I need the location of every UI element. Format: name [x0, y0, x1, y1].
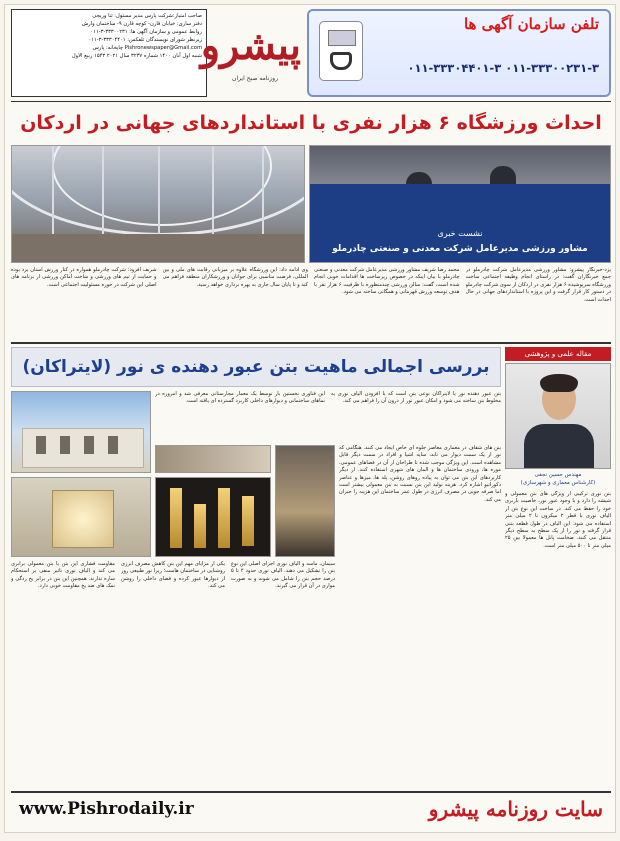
banner-text: مشاور ورزشی مدیرعامل شرکت معدنی و صنعتی چادرملو	[332, 244, 588, 254]
glowing-blocks-photo	[155, 477, 271, 557]
fax-phone-icon	[319, 21, 363, 81]
article-2-column: مقاومت فشاری این بتن با بتن معمولی برابری می کند و الیاف نوری تاثیر منفی بر استحکام سازه ندارند. همچنین این بتن در برابر یخ زدگی و نمک های ضد یخ مقاومت خوبی دارد.	[11, 561, 115, 590]
logo-subtitle: روزنامه صبح ایران	[232, 75, 278, 82]
article-1-column: محمد رضا شریف مشاور ورزشی مدیرعامل شرکت معدنی و صنعتی چادرملو با بیان اینکه در خصوص زیرساخت ها اقدامات خوبی انجام شده است، گفت: سالن ورزشی چندمنظوره با ظرفیت ۶ هزار نفر با هدف توسعه ورزش قهرمانی و همگانی ساخته می شود.	[314, 267, 460, 296]
publisher-info-box	[11, 9, 207, 97]
press-conference-photo	[309, 145, 611, 263]
divider	[11, 101, 611, 102]
article-2-column: بتن عبور دهنده نور یا لایتراکان نوعی بتن است که با افزودن الیاف نوری به مخلوط بتن ساخته می شود و امکان عبور نور از درون آن را فراهم می کند.	[331, 391, 501, 405]
newspaper-logo[interactable]	[200, 9, 301, 97]
logo-text: پیشرو	[200, 22, 301, 69]
info-line: صاحب امتیاز:شرکت پارس مدیر مسئول: ثنا وریجی	[92, 13, 202, 19]
masthead	[11, 9, 611, 101]
info-line: روابط عمومی و سازمان آگهی ها: ۳۳۳۰۰۲۳۱-۳-۰۱۱	[90, 29, 202, 36]
headline-1[interactable]	[11, 105, 611, 141]
info-line: زیرنظر شورای نویسندگان تلفکس: ۳۳۳۰۴۴۰۱-۳-۰۱۱	[88, 37, 202, 44]
author-title: (کارشناس معماری و شهرسازی)	[520, 480, 596, 486]
author-photo	[505, 363, 611, 469]
info-line: شنبه اول آبان ۱۴۰۰ شماره ۳۲۳۷ سال ۲۰۲۱ ۱۵۴۳ ربیع الاول	[71, 53, 202, 60]
article-1-column: وی ادامه داد: این ورزشگاه علاوه بر میزبانی رقابت های ملی و بین المللی، فرصت مناسبی برای جوانان و ورزشکاران منطقه فراهم می کند و تا پایان سال جاری به بهره برداری خواهد رسید.	[162, 267, 308, 288]
lit-wall-photo	[11, 477, 151, 557]
article-1-body	[11, 267, 611, 337]
translucent-column-photo	[275, 445, 335, 557]
headline-1-text: احداث ورزشگاه ۶ هزار نفری با استانداردهای جهانی در اردکان	[20, 112, 602, 134]
headline-2-text: بررسی اجمالی ماهیت بتن عبور دهنده ی نور (لایتراکان)	[22, 357, 490, 377]
concrete-panel-photo	[155, 445, 271, 473]
headline-2[interactable]	[11, 347, 501, 387]
article-2-column: بتن های شفاف در معماری معاصر جلوه ای خاص ایجاد می کنند. هنگامی که نور از یک سمت دیوار می تابد، سایه اشیا و افراد در سمت دیگر قابل مشاهده است. این ویژگی موجب شده تا طراحان از آن در فضاهای عمومی، موزه ها، ورودی ساختمان ها و المان های شهری استفاده کنند. از دیگر کاربردهای این بتن می توان به پیاده روهای روشن، پله ها، میزها و عناصر دکوراتیو اشاره کرد. هزینه تولید این بتن نسبت به بتن معمولی بیشتر است اما صرفه جویی در مصرف انرژی در طول عمر ساختمان این هزینه را جبران می کند.	[339, 445, 501, 503]
newspaper-page	[4, 4, 616, 833]
author-name: مهندس حسین نجفی	[534, 472, 582, 478]
ad-phone-box	[307, 9, 611, 97]
ad-title: تلفن سازمان آگهی ها	[463, 15, 599, 33]
article-2-column: این فناوری نخستین بار توسط یک معمار مجارستانی معرفی شد و امروزه در نماهای ساختمانی و دیوارهای داخلی کاربرد گسترده ای یافته است.	[155, 391, 325, 405]
building-photo	[11, 391, 151, 473]
article-2-upper-columns	[155, 391, 501, 443]
info-line: دفتر ساری: خیابان قارن- کوچه قارن ۹- ساختمان وارش	[81, 21, 202, 28]
stadium-construction-photo	[11, 145, 305, 263]
article-2-column: یکی از مزایای مهم این بتن کاهش مصرف انرژی روشنایی در ساختمان هاست؛ زیرا نور طبیعی روز از دیوارها عبور کرده و فضای داخلی را روشن می کند.	[121, 561, 225, 590]
article-2-lower-columns	[11, 561, 335, 785]
banner-subtitle: نشست خبری	[437, 229, 483, 238]
author-caption	[505, 471, 611, 487]
section-tag: مقاله علمی و پژوهشی	[505, 347, 611, 361]
article-2-column: بتن نوری ترکیبی از ویژگی های بتن معمولی و شیشه را دارد و با وجود عبور نور، خاصیت باربری خود را حفظ می کند. در ساخت این نوع بتن از الیاف نوری با قطر ۲ میکرون تا ۲ میلی متر استفاده می شود. این الیاف در طول قطعه بتنی قرار گرفته و نور را از یک سطح به سطح دیگر منتقل می کنند. ضخامت پانل ها معمولا بین ۲۵ میلی متر تا ۵۰۰ میلی متر است.	[505, 491, 611, 549]
article-1-column: شریف افزود: شرکت چادرملو همواره در کنار ورزش استان یزد بوده و حمایت از تیم های ورزشی و ساخت اماکن ورزشی از برنامه های اصلی این شرکت در حوزه مسئولیت اجتماعی است.	[11, 267, 157, 288]
footer-banner	[11, 791, 611, 831]
ad-phone-numbers: ۰۱۱-۳۳۳۰۴۴۰۱-۳ ۰۱۱-۳۳۳۰۰۲۳۱-۳	[407, 61, 599, 75]
article-2-column: سیمان، ماسه و الیاف نوری اجزای اصلی این نوع بتن را تشکیل می دهند. الیاف نوری حدود ۴ تا ۵ درصد حجم بتن را شامل می شوند و به صورت موازی در آن قرار می گیرند.	[231, 561, 335, 590]
article-1-column: یزد-خبرنگار پیشرو: مشاور ورزشی مدیرعامل شرکت چادرملو در جمع خبرنگاران گفت: در راستای انجام وظیفه اجتماعی ساخت ورزشگاه سرپوشیده ۶ هزار نفری در اردکان از سوی شرکت چادرملو در دستور کار قرار گرفت و این پروژه با استانداردهای جهانی در حال احداث است.	[465, 267, 611, 303]
site-name: سایت روزنامه پیشرو	[428, 797, 603, 821]
info-line: Pishronewspaper@Gmail.com چاپخانه: پارس	[92, 45, 202, 52]
divider	[11, 342, 611, 344]
site-url-link[interactable]: www.Pishrodaily.ir	[19, 799, 194, 819]
